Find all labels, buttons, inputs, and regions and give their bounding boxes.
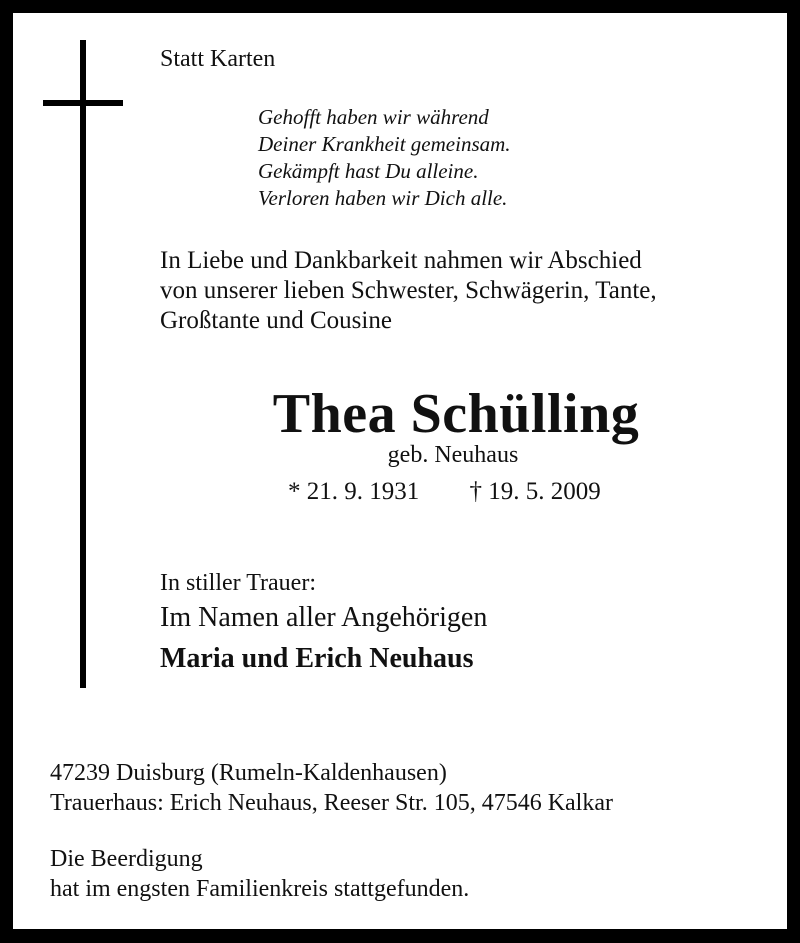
header-statt-karten: Statt Karten xyxy=(160,46,276,72)
intro-text xyxy=(160,246,657,336)
intro-line: von unserer lieben Schwester, Schwägerin, Tante, xyxy=(160,277,657,304)
birth-name: geb. Neuhaus xyxy=(387,442,519,468)
poem-line: Deiner Krankheit gemeinsam. xyxy=(258,132,511,156)
birth-date: * 21. 9. 1931 xyxy=(288,478,420,505)
birth-name-row xyxy=(0,442,800,469)
cross-icon-vertical xyxy=(80,40,86,688)
intro-line: Großtante und Cousine xyxy=(160,307,392,334)
poem-line: Gekämpft hast Du alleine. xyxy=(258,159,479,183)
address-line: Trauerhaus: Erich Neuhaus, Reeser Str. 105, 47546 Kalkar xyxy=(50,790,613,816)
on-behalf-text: Im Namen aller Angehörigen xyxy=(160,602,488,633)
address-line: 47239 Duisburg (Rumeln-Kaldenhausen) xyxy=(50,760,447,786)
cross-icon-horizontal xyxy=(43,100,123,106)
address-block xyxy=(50,758,613,818)
intro-line: In Liebe und Dankbarkeit nahmen wir Abschied xyxy=(160,247,642,274)
poem-line: Verloren haben wir Dich alle. xyxy=(258,186,508,210)
burial-line: hat im engsten Familienkreis stattgefunden. xyxy=(50,876,470,902)
family-names: Maria und Erich Neuhaus xyxy=(160,643,474,674)
poem xyxy=(258,104,511,212)
death-date: † 19. 5. 2009 xyxy=(469,478,601,505)
mourning-label: In stiller Trauer: xyxy=(160,570,316,596)
deceased-name-row xyxy=(0,382,800,446)
deceased-name: Thea Schülling xyxy=(272,383,640,445)
burial-line: Die Beerdigung xyxy=(50,846,203,872)
life-dates xyxy=(288,478,601,506)
burial-note xyxy=(50,844,469,904)
poem-line: Gehofft haben wir während xyxy=(258,105,489,129)
